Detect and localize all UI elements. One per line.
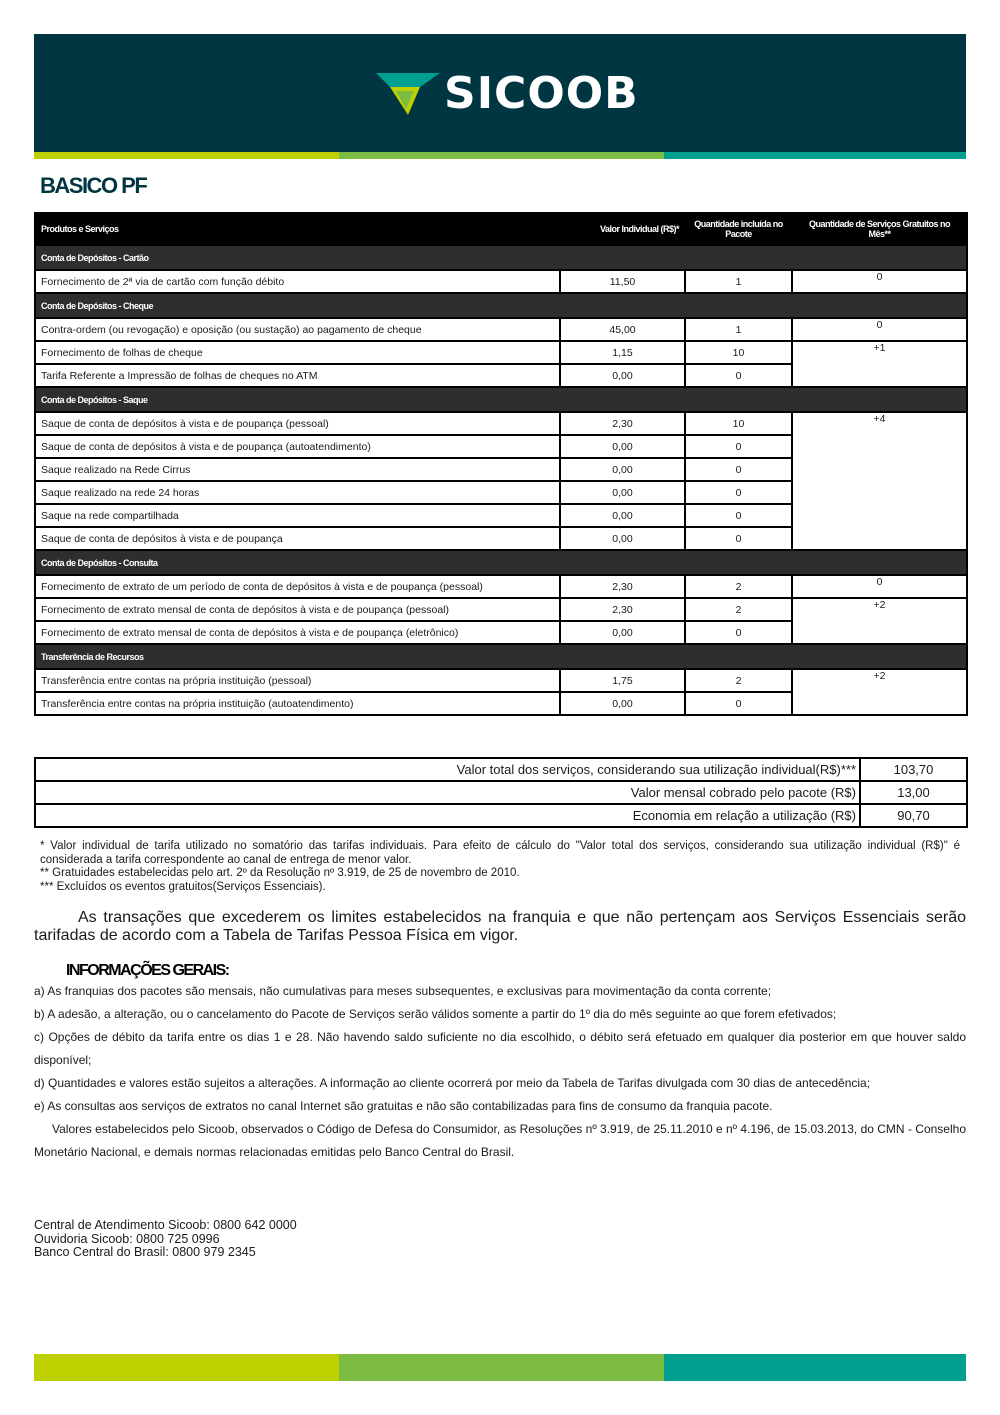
header-qty: Quantidade incluída no Pacote	[685, 213, 792, 245]
row-qty: 0	[685, 364, 792, 387]
info-item: c) Opções de débito da tarifa entre os dias 1 e 28. Não havendo saldo suficiente no dia escolhido, o débito será efetuado em qualquer dia posterior em que houver saldo disponível;	[34, 1030, 966, 1067]
info-item: d) Quantidades e valores estão sujeitos a alterações. A informação ao cliente ocorrerá por meio da Tabela de Tarifas divulgada com 30 dias de antecedência;	[34, 1076, 871, 1090]
brand-name: SICOOB	[444, 68, 639, 119]
row-qty: 2	[685, 598, 792, 621]
row-name: Fornecimento de folhas de cheque	[35, 341, 560, 364]
table-row	[35, 270, 967, 293]
section-title: Conta de Depósitos - Cartão	[35, 245, 967, 270]
row-qty: 0	[685, 527, 792, 550]
page-title: BASICO PF	[40, 173, 147, 198]
footnote: ** Gratuidades estabelecidas pelo art. 2º da Resolução nº 3.919, de 25 de novembro de 2010.	[40, 867, 520, 879]
overage-paragraph: As transações que excederem os limites estabelecidos na franquia e que não pertençam aos Serviços Essenciais serão tarifadas de acordo com a Tabela de Tarifas Pessoa Física em vigor.	[34, 909, 966, 944]
package-price-label: Valor mensal cobrado pelo pacote (R$)	[35, 781, 860, 804]
row-name: Saque de conta de depósitos à vista e de poupança (autoatendimento)	[35, 435, 560, 458]
row-value: 1,15	[560, 341, 685, 364]
tariffs-table	[34, 212, 968, 716]
row-name: Transferência entre contas na própria instituição (autoatendimento)	[35, 692, 560, 715]
footnotes	[40, 840, 960, 894]
section-row	[35, 644, 967, 669]
contact-line: Ouvidoria Sicoob: 0800 725 0996	[34, 1231, 220, 1246]
row-qty: 0	[685, 692, 792, 715]
row-value: 2,30	[560, 412, 685, 435]
row-value: 0,00	[560, 364, 685, 387]
row-free: +2	[792, 598, 967, 644]
total-individual-value: 103,70	[860, 758, 967, 781]
row-name: Saque realizado na Rede Cirrus	[35, 458, 560, 481]
section-row	[35, 550, 967, 575]
header-value: Valor Individual (R$)*	[560, 213, 685, 245]
contact-line: Central de Atendimento Sicoob: 0800 642 0000	[34, 1218, 297, 1232]
row-name: Fornecimento de extrato mensal de conta de depósitos à vista e de poupança (eletrônico)	[35, 621, 560, 644]
row-qty: 0	[685, 435, 792, 458]
savings-value: 90,70	[860, 804, 967, 827]
general-info-title: INFORMAÇÕES GERAIS:	[66, 962, 229, 979]
footnote: *** Excluídos os eventos gratuitos(Serviços Essenciais).	[40, 880, 326, 893]
general-info	[34, 980, 966, 1164]
row-qty: 1	[685, 270, 792, 293]
row-name: Tarifa Referente a Impressão de folhas de cheques no ATM	[35, 364, 560, 387]
contact-line: Banco Central do Brasil: 0800 979 2345	[34, 1245, 256, 1259]
header-product: Produtos e Serviços	[35, 213, 560, 245]
row-free: 0	[792, 575, 967, 598]
sicoob-symbol-icon	[376, 71, 440, 117]
row-value: 0,00	[560, 481, 685, 504]
row-free: 0	[792, 270, 967, 293]
savings-label: Economia em relação a utilização (R$)	[35, 804, 860, 827]
header-free: Quantidade de Serviços Gratuitos no Mês**	[792, 213, 967, 245]
row-value: 1,75	[560, 669, 685, 692]
table-row	[35, 669, 967, 692]
table-row	[35, 341, 967, 364]
row-qty: 10	[685, 341, 792, 364]
row-value: 45,00	[560, 318, 685, 341]
row-value: 0,00	[560, 458, 685, 481]
row-value: 0,00	[560, 435, 685, 458]
contacts	[34, 1219, 297, 1260]
row-qty: 10	[685, 412, 792, 435]
info-closing: Valores estabelecidos pelo Sicoob, observados o Código de Defesa do Consumidor, as Resoluções nº 3.919, de 25.11.2010 e nº 4.196, de 15.03.2013, do CMN - Conselho Monetário Nacional, e demais normas relacionadas emitidas pelo Banco Central do Brasil.	[34, 1122, 966, 1159]
sicoob-logo	[376, 68, 639, 119]
info-item: b) A adesão, a alteração, ou o cancelamento do Pacote de Serviços serão válidos somente a partir do 1º dia do mês seguinte ao que forem efetivados;	[34, 1007, 837, 1021]
row-value: 11,50	[560, 270, 685, 293]
row-free: +1	[792, 341, 967, 387]
section-row	[35, 245, 967, 270]
totals-table	[34, 757, 968, 828]
totals-row	[35, 781, 967, 804]
row-value: 2,30	[560, 575, 685, 598]
section-title: Conta de Depósitos - Saque	[35, 387, 967, 412]
table-row	[35, 412, 967, 435]
row-value: 0,00	[560, 527, 685, 550]
table-row	[35, 575, 967, 598]
section-row	[35, 293, 967, 318]
row-value: 2,30	[560, 598, 685, 621]
row-value: 0,00	[560, 692, 685, 715]
row-name: Saque de conta de depósitos à vista e de poupança	[35, 527, 560, 550]
row-free: +2	[792, 669, 967, 715]
row-qty: 1	[685, 318, 792, 341]
row-value: 0,00	[560, 621, 685, 644]
row-name: Contra-ordem (ou revogação) e oposição (ou sustação) ao pagamento de cheque	[35, 318, 560, 341]
brand-stripe-bottom	[34, 1354, 966, 1381]
row-name: Saque na rede compartilhada	[35, 504, 560, 527]
row-qty: 0	[685, 621, 792, 644]
row-qty: 2	[685, 669, 792, 692]
row-free: 0	[792, 318, 967, 341]
row-name: Fornecimento de extrato mensal de conta de depósitos à vista e de poupança (pessoal)	[35, 598, 560, 621]
row-name: Fornecimento de extrato de um período de conta de depósitos à vista e de poupança (pessoal)	[35, 575, 560, 598]
row-name: Fornecimento de 2ª via de cartão com função débito	[35, 270, 560, 293]
row-name: Saque realizado na rede 24 horas	[35, 481, 560, 504]
section-title: Conta de Depósitos - Cheque	[35, 293, 967, 318]
totals-row	[35, 758, 967, 781]
package-price-value: 13,00	[860, 781, 967, 804]
row-qty: 0	[685, 458, 792, 481]
footnote: * Valor individual de tarifa utilizado no somatório das tarifas individuais. Para efeito de cálculo do "Valor total dos serviços, considerando sua utilização individual (R$)" é considerada a tarifa correspondente ao canal de entrega de menor valor.	[40, 840, 960, 866]
row-name: Transferência entre contas na própria instituição (pessoal)	[35, 669, 560, 692]
row-qty: 2	[685, 575, 792, 598]
info-item: e) As consultas aos serviços de extratos no canal Internet são gratuitas e não são contabilizadas para fins de consumo da franquia pacote.	[34, 1099, 773, 1113]
section-row	[35, 387, 967, 412]
section-title: Conta de Depósitos - Consulta	[35, 550, 967, 575]
brand-stripe-top	[34, 152, 966, 159]
row-free: +4	[792, 412, 967, 550]
row-value: 0,00	[560, 504, 685, 527]
table-header-row	[35, 213, 967, 245]
total-individual-label: Valor total dos serviços, considerando sua utilização individual(R$)***	[35, 758, 860, 781]
info-item: a) As franquias dos pacotes são mensais, não cumulativas para meses subsequentes, e exclusivas para movimentação da conta corrente;	[34, 984, 772, 998]
row-qty: 0	[685, 504, 792, 527]
totals-row	[35, 804, 967, 827]
row-name: Saque de conta de depósitos à vista e de poupança (pessoal)	[35, 412, 560, 435]
row-qty: 0	[685, 481, 792, 504]
table-row	[35, 598, 967, 621]
table-row	[35, 318, 967, 341]
section-title: Transferência de Recursos	[35, 644, 967, 669]
